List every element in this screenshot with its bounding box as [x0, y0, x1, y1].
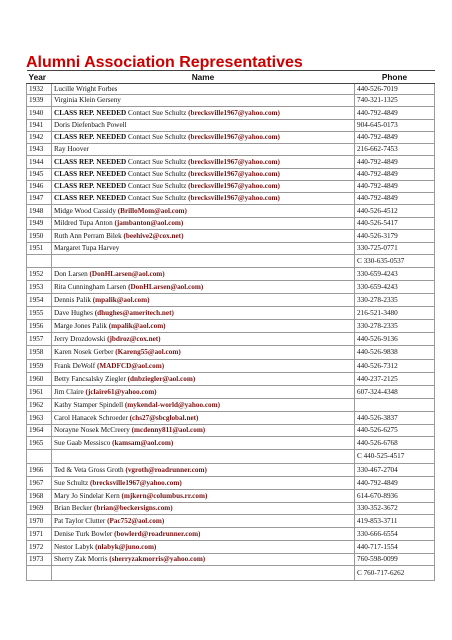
table-body [27, 84, 435, 581]
alumni-table [26, 70, 435, 581]
table-row [27, 346, 435, 360]
cell-year [27, 566, 52, 581]
cell-name [52, 281, 355, 294]
cell-name [52, 490, 355, 503]
cell-phone: C 330-635-0537 [355, 255, 435, 268]
cell-year: 1968 [27, 490, 52, 503]
cell-year: 1956 [27, 320, 52, 333]
representative-name: Doris Diefenbach Powell [54, 121, 127, 129]
table-row [27, 294, 435, 307]
email-link[interactable]: (jambanton@aol.com) [114, 219, 184, 227]
cell-year [27, 255, 52, 268]
representative-name: Marge Jones Palik [54, 321, 107, 330]
class-rep-needed-label: CLASS REP. NEEDED [54, 194, 127, 202]
cell-year: 1966 [27, 464, 52, 477]
email-link[interactable]: (sherryzakmorris@yahoo.com) [109, 555, 206, 563]
cell-name [52, 205, 355, 218]
email-link[interactable]: (bowlerd@roadrunner.com) [114, 529, 201, 538]
table-row [27, 399, 435, 412]
cell-year: 1963 [27, 412, 52, 425]
email-link[interactable]: (mpalik@aol.com) [92, 295, 150, 304]
email-link[interactable]: (BrilloMom@aol.com) [117, 206, 187, 215]
cell-phone: 760-598-0099 [355, 554, 435, 566]
table-row [27, 528, 435, 541]
cell-year: 1951 [27, 243, 52, 255]
cell-phone: 440-526-3837 [355, 412, 435, 425]
cell-phone: 330-352-3672 [355, 503, 435, 515]
representative-name: Virginia Klein Gerseny [54, 96, 121, 104]
email-link[interactable]: (chs27@sbcglobal.net) [129, 413, 199, 422]
table-row [27, 437, 435, 450]
representative-name: Contact Sue Schultz [128, 170, 187, 178]
representative-name: Don Larsen [54, 269, 88, 278]
cell-name [52, 193, 355, 205]
cell-year: 1943 [27, 144, 52, 156]
cell-phone: 440-526-6768 [355, 437, 435, 450]
table-row [27, 169, 435, 181]
cell-name [52, 450, 355, 464]
table-row [27, 490, 435, 503]
representative-name: Karen Nosek Gerber [54, 348, 114, 356]
cell-phone: 440-792-4849 [355, 169, 435, 181]
cell-phone: 440-792-4849 [355, 193, 435, 205]
cell-year: 1967 [27, 477, 52, 490]
representative-name: Nestor Labyk [54, 542, 94, 551]
table-row [27, 132, 435, 144]
cell-year: 1961 [27, 386, 52, 399]
cell-phone: 440-526-5417 [355, 218, 435, 230]
cell-name [52, 528, 355, 541]
email-link[interactable]: (jclaire61@yahoo.com) [85, 387, 157, 396]
email-link[interactable]: (DonHLarsen@aol.com) [128, 282, 204, 291]
cell-phone: 440-526-7312 [355, 360, 435, 373]
cell-name [52, 181, 355, 193]
header-year: Year [27, 71, 52, 84]
representative-name: Dave Hughes [54, 308, 93, 317]
cell-phone: 330-666-6554 [355, 528, 435, 541]
cell-year: 1944 [27, 156, 52, 169]
cell-name [52, 541, 355, 554]
cell-name [52, 95, 355, 107]
representative-name: Rita Cunningham Larsen [54, 282, 127, 291]
email-link[interactable]: (brecksville1967@yahoo.com) [188, 194, 280, 202]
cell-phone: 330-725-0771 [355, 243, 435, 255]
cell-phone: 440-792-4849 [355, 156, 435, 169]
representative-name: Contact Sue Schultz [128, 157, 187, 166]
cell-name [52, 307, 355, 320]
cell-phone: 440-792-4849 [355, 107, 435, 120]
cell-name [52, 346, 355, 360]
representative-name: Ray Hoover [54, 145, 89, 153]
cell-year: 1957 [27, 333, 52, 346]
cell-phone: 607-324-4348 [355, 386, 435, 399]
cell-name [52, 360, 355, 373]
email-link[interactable]: (Pac752@aol.com) [107, 516, 165, 525]
email-link[interactable]: (Kareng55@aol.com) [115, 348, 181, 356]
table-row [27, 281, 435, 294]
cell-year: 1940 [27, 107, 52, 120]
cell-phone: 440-526-9838 [355, 346, 435, 360]
cell-name [52, 268, 355, 281]
cell-year: 1939 [27, 95, 52, 107]
email-link[interactable]: (beehive2@cox.net) [123, 231, 184, 240]
table-row [27, 477, 435, 490]
table-row [27, 120, 435, 132]
table-row [27, 450, 435, 464]
cell-name [52, 437, 355, 450]
class-rep-needed-label: CLASS REP. NEEDED [54, 133, 127, 141]
representative-name: Dennis Palik [54, 295, 91, 304]
table-row [27, 360, 435, 373]
email-link[interactable]: (brecksville1967@yahoo.com) [188, 157, 280, 166]
cell-name [52, 515, 355, 528]
cell-name [52, 477, 355, 490]
email-link[interactable]: (dhughes@ameritech.net) [94, 308, 174, 317]
cell-year: 1965 [27, 437, 52, 450]
email-link[interactable]: (brecksville1967@yahoo.com) [188, 108, 280, 117]
email-link[interactable]: (MADFCD@aol.com) [96, 361, 165, 370]
representative-name: Sue Schultz [54, 478, 89, 487]
table-row [27, 156, 435, 169]
cell-name [52, 294, 355, 307]
cell-name [52, 144, 355, 156]
cell-phone: 904-645-0173 [355, 120, 435, 132]
cell-phone: 330-659-4243 [355, 268, 435, 281]
email-link[interactable]: (dnbziegler@aol.com) [127, 374, 196, 383]
table-row [27, 84, 435, 95]
table-row [27, 464, 435, 477]
representative-name: Frank DeWolf [54, 361, 96, 370]
cell-year: 1946 [27, 181, 52, 193]
cell-phone: 216-662-7453 [355, 144, 435, 156]
table-row [27, 107, 435, 120]
email-link[interactable]: (jbdroz@cox.net) [107, 334, 161, 343]
cell-year: 1952 [27, 268, 52, 281]
cell-name [52, 412, 355, 425]
table-row [27, 412, 435, 425]
cell-year: 1962 [27, 399, 52, 412]
email-link[interactable]: (mpalik@aol.com) [108, 321, 166, 330]
table-row [27, 503, 435, 515]
cell-name [52, 554, 355, 566]
class-rep-needed-label: CLASS REP. NEEDED [54, 157, 127, 166]
representative-name: Norayne Nosek McCreery [54, 426, 130, 434]
table-row [27, 205, 435, 218]
header-name: Name [52, 71, 355, 84]
cell-year: 1959 [27, 360, 52, 373]
cell-year: 1960 [27, 373, 52, 386]
cell-year: 1953 [27, 281, 52, 294]
cell-year: 1969 [27, 503, 52, 515]
representative-name: Contact Sue Schultz [128, 194, 187, 202]
email-link[interactable]: (brecksville1967@yahoo.com) [89, 478, 182, 487]
table-row [27, 243, 435, 255]
class-rep-needed-label: CLASS REP. NEEDED [54, 170, 127, 178]
cell-name [52, 333, 355, 346]
cell-year: 1942 [27, 132, 52, 144]
email-link[interactable]: (kamsam@aol.com) [112, 438, 174, 447]
representative-name: Pat Taylor Clutter [54, 516, 106, 525]
representative-name: Margaret Tupa Harvey [54, 244, 120, 252]
cell-name [52, 230, 355, 243]
email-link[interactable]: (mcdenny811@aol.com) [131, 426, 206, 434]
table-row [27, 333, 435, 346]
table-header-row [27, 71, 435, 84]
representative-name: Kathy Stamper Spindell [54, 400, 124, 409]
email-link[interactable]: (mjkern@columbus.rr.com) [121, 491, 208, 500]
cell-phone: 440-526-3179 [355, 230, 435, 243]
representative-name: Denise Turk Bowler [54, 529, 113, 538]
cell-phone: 419-853-3711 [355, 515, 435, 528]
cell-phone [355, 399, 435, 412]
table-row [27, 373, 435, 386]
representative-name: Jerry Drozdowski [54, 334, 106, 343]
table-row [27, 218, 435, 230]
table-row [27, 515, 435, 528]
cell-name [52, 566, 355, 581]
table-row [27, 554, 435, 566]
cell-phone: 440-526-7019 [355, 84, 435, 95]
representative-name: Ruth Ann Perram Bilek [54, 231, 122, 240]
email-link[interactable]: (mykendal-world@yahoo.com) [124, 400, 221, 409]
cell-phone: 216-521-3480 [355, 307, 435, 320]
cell-phone: 440-526-6275 [355, 425, 435, 437]
cell-phone: 330-278-2335 [355, 320, 435, 333]
page-title: Alumni Association Representatives [26, 54, 303, 71]
cell-name [52, 132, 355, 144]
cell-name [52, 84, 355, 95]
cell-phone: 440-792-4849 [355, 132, 435, 144]
cell-name [52, 425, 355, 437]
cell-phone: 440-792-4849 [355, 181, 435, 193]
table-row [27, 320, 435, 333]
representative-name: Betty Fancsalsky Ziegler [54, 374, 126, 383]
table-row [27, 193, 435, 205]
cell-phone: 330-278-2335 [355, 294, 435, 307]
cell-phone: 740-321-1325 [355, 95, 435, 107]
cell-phone: 440-526-4512 [355, 205, 435, 218]
cell-phone: C 440-525-4517 [355, 450, 435, 464]
cell-phone: 440-792-4849 [355, 477, 435, 490]
cell-year: 1945 [27, 169, 52, 181]
cell-phone: 614-670-8936 [355, 490, 435, 503]
cell-year: 1949 [27, 218, 52, 230]
cell-phone: 330-659-4243 [355, 281, 435, 294]
cell-name [52, 386, 355, 399]
table-row [27, 566, 435, 581]
email-link[interactable]: (vgroth@roadrunner.com) [125, 465, 207, 474]
header-phone: Phone [355, 71, 435, 84]
representative-name: Brian Becker [54, 504, 93, 512]
class-rep-needed-label: CLASS REP. NEEDED [54, 108, 127, 117]
table-row [27, 386, 435, 399]
table-row [27, 230, 435, 243]
table-row [27, 307, 435, 320]
cell-year: 1948 [27, 205, 52, 218]
representative-name: Jim Claire [54, 387, 84, 396]
representative-name: Mary Jo Sindelar Kern [54, 491, 120, 500]
cell-year: 1950 [27, 230, 52, 243]
table-row [27, 144, 435, 156]
representative-name: Mildred Tupa Anton [54, 219, 113, 227]
cell-phone: 440-717-1554 [355, 541, 435, 554]
table-row [27, 95, 435, 107]
table-row [27, 541, 435, 554]
cell-name [52, 320, 355, 333]
cell-year: 1973 [27, 554, 52, 566]
cell-name [52, 399, 355, 412]
cell-year: 1958 [27, 346, 52, 360]
representative-name: Contact Sue Schultz [128, 108, 187, 117]
cell-phone: 440-526-9136 [355, 333, 435, 346]
representative-name: Lucille Wright Forbes [54, 84, 118, 93]
table-row [27, 255, 435, 268]
cell-name [52, 255, 355, 268]
cell-name [52, 120, 355, 132]
cell-year: 1954 [27, 294, 52, 307]
cell-year: 1955 [27, 307, 52, 320]
table-row [27, 181, 435, 193]
cell-year: 1932 [27, 84, 52, 95]
cell-name [52, 107, 355, 120]
cell-year: 1941 [27, 120, 52, 132]
cell-name [52, 503, 355, 515]
cell-name [52, 373, 355, 386]
cell-name [52, 169, 355, 181]
email-link[interactable]: (DonHLarsen@aol.com) [89, 269, 165, 278]
cell-name [52, 218, 355, 230]
representative-name: Carol Hanacek Schroeder [54, 413, 128, 422]
cell-name [52, 464, 355, 477]
email-link[interactable]: (nlabyk@juno.com) [95, 542, 157, 551]
cell-year: 1970 [27, 515, 52, 528]
cell-name [52, 243, 355, 255]
cell-year: 1964 [27, 425, 52, 437]
table-row [27, 268, 435, 281]
representative-name: Midge Wood Cassidy [54, 206, 116, 215]
cell-name [52, 156, 355, 169]
cell-year: 1972 [27, 541, 52, 554]
cell-phone: 330-467-2704 [355, 464, 435, 477]
cell-year: 1947 [27, 193, 52, 205]
email-link[interactable]: (brecksville1967@yahoo.com) [188, 170, 280, 178]
cell-year: 1971 [27, 528, 52, 541]
email-link[interactable]: (brian@beckersigns.com) [93, 504, 173, 512]
cell-phone: 440-237-2125 [355, 373, 435, 386]
table-row [27, 425, 435, 437]
representative-name: Sherry Zak Morris [54, 555, 108, 563]
representative-name: Sue Gaab Messisco [54, 438, 111, 447]
cell-year [27, 450, 52, 464]
representative-name: Ted & Veta Gross Groth [54, 465, 124, 474]
email-link[interactable]: (brecksville1967@yahoo.com) [188, 133, 280, 141]
representative-name: Contact Sue Schultz [128, 182, 187, 190]
cell-phone: C 760-717-6262 [355, 566, 435, 581]
email-link[interactable]: (brecksville1967@yahoo.com) [188, 182, 280, 190]
representative-name: Contact Sue Schultz [128, 133, 187, 141]
class-rep-needed-label: CLASS REP. NEEDED [54, 182, 127, 190]
